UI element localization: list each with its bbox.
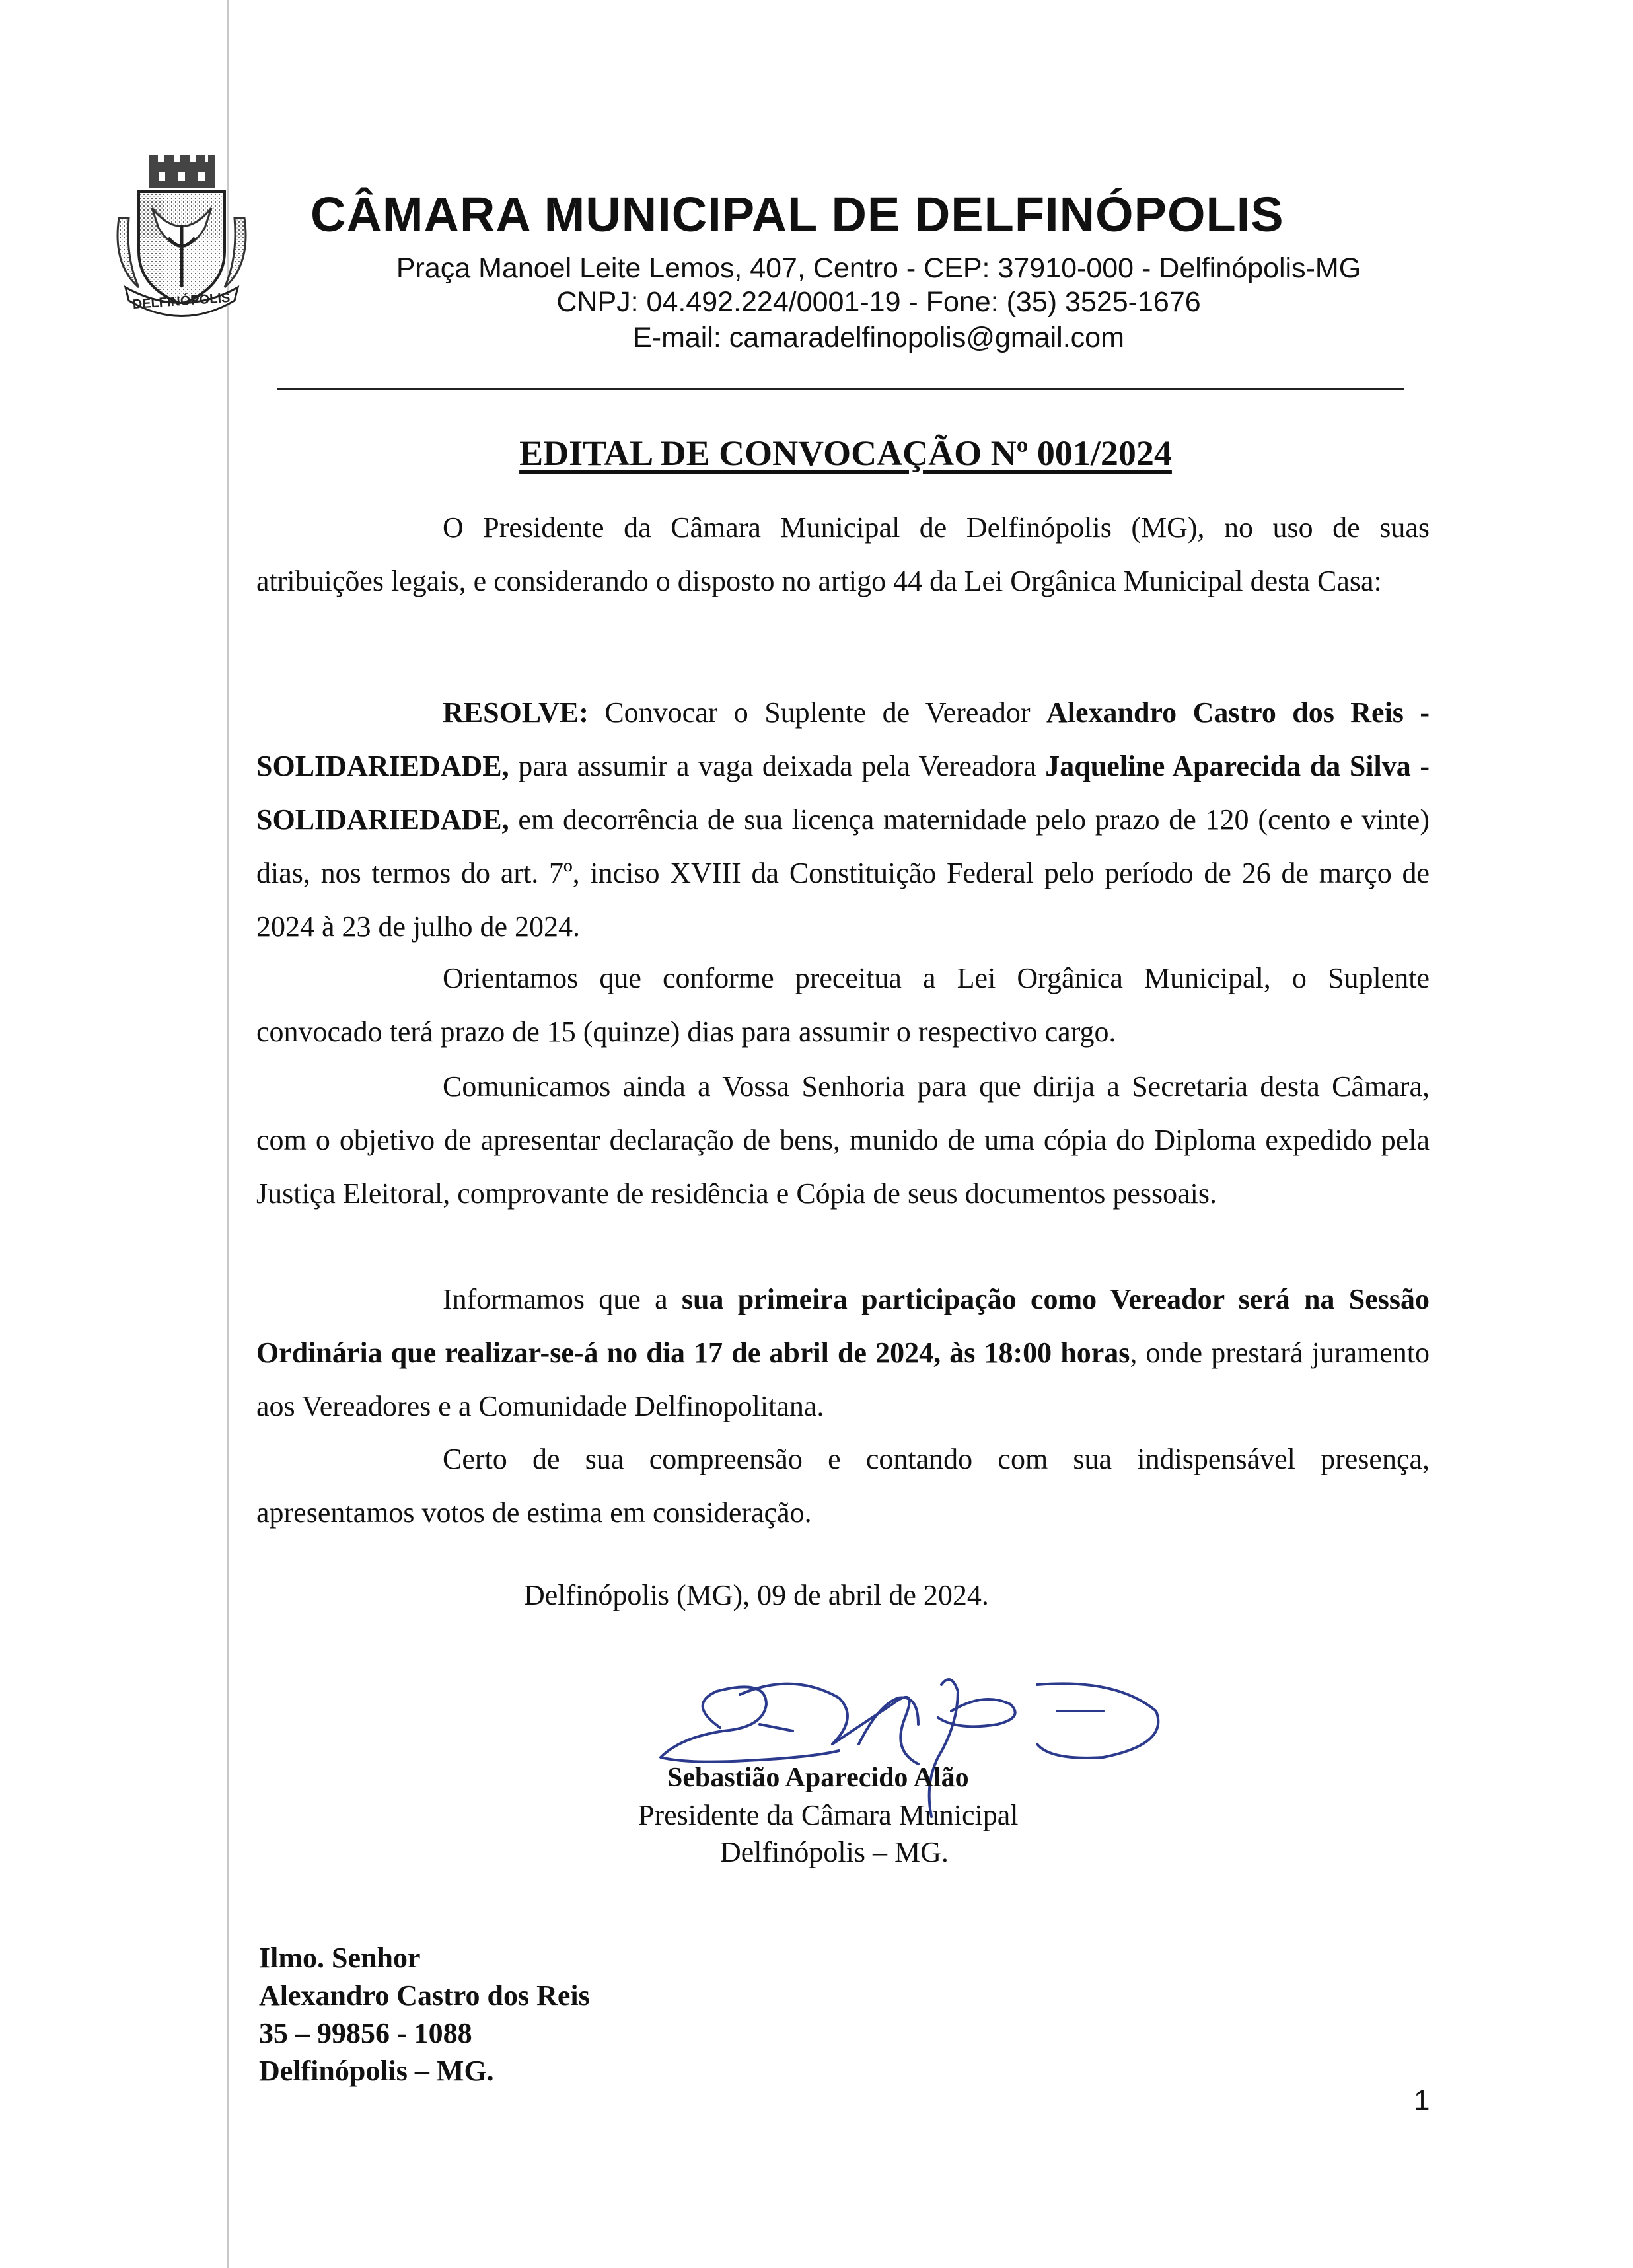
header-divider [277,388,1404,390]
resolve-text-1: Convocar o Suplente de Vereador [588,696,1046,729]
resolve-paragraph [256,686,1430,953]
closing-text: Certo de sua compreensão e contando com sua indispensável presença, apresentamos votos de estima em consideração. [256,1443,1430,1529]
orientation-text: Orientamos que conforme preceitua a Lei Orgânica Municipal, o Suplente convocado terá prazo de 15 (quinze) dias para assumir o respectivo cargo. [256,962,1430,1048]
signatory-city: Delfinópolis – MG. [720,1836,949,1868]
left-margin-rule [227,0,229,2268]
session-details: sua primeira participação como Vereador será na Sessão Ordinária que realizar-se-á no dia 17 de abril de 2024, às 18:00 horas [256,1283,1430,1369]
header-address: Praça Manoel Leite Lemos, 407, Centro - CEP: 37910-000 - Delfinópolis-MG [396,252,1361,284]
page-number: 1 [1414,2084,1430,2117]
header-cnpj-phone: CNPJ: 04.492.224/0001-19 - Fone: (35) 3525-1676 [556,286,1201,318]
signatory-name: Sebastião Aparecido Alão [667,1763,969,1793]
intro-paragraph [256,501,1430,608]
addressee-block [259,1939,590,2090]
resolve-text-3: em decorrência de sua licença maternidade pelo prazo de 120 (cento e vinte) dias, nos termos do art. 7º, inciso XVIII da Constituição Federal pelo período de 26 de março de 2024 à 23 de julho de 2024. [256,803,1430,943]
signatory-role: Presidente da Câmara Municipal [638,1799,1019,1831]
addressee-city: Delfinópolis – MG. [259,2055,494,2087]
suplente-name: Alexandro Castro dos Reis - SOLIDARIEDADE, [256,696,1430,782]
resolve-text-2: para assumir a vaga deixada pela Vereadora [509,750,1046,782]
communication-text: Comunicamos ainda a Vossa Senhoria para que dirija a Secretaria desta Câmara, com o objetivo de apresentar declaração de bens, munido de uma cópia do Diploma expedido pela Justiça Eleitoral, comprovante de residência e Cópia de seus documentos pessoais. [256,1070,1430,1210]
page-title: CÂMARA MUNICIPAL DE DELFINÓPOLIS [310,187,1284,242]
crest-banner-text: DELFINÓPOLIS [132,290,231,312]
document-title: EDITAL DE CONVOCAÇÃO Nº 001/2024 [519,433,1172,473]
addressee-phone: 35 – 99856 - 1088 [259,2017,472,2049]
vereadora-name: Jaqueline Aparecida da Silva - SOLIDARIEDADE, [256,750,1430,836]
closing-paragraph [256,1432,1430,1539]
communication-paragraph [256,1060,1430,1220]
inform-paragraph [256,1272,1430,1433]
addressee-salutation: Ilmo. Senhor [259,1942,421,1974]
header-email: E-mail: camaradelfinopolis@gmail.com [633,322,1124,353]
inform-text-2: , onde prestará juramento aos Vereadores e a Comunidade Delfinopolitana. [256,1336,1430,1422]
inform-text-1: Informamos que a [443,1283,682,1315]
date-line: Delfinópolis (MG), 09 de abril de 2024. [524,1579,989,1611]
municipal-crest-icon [99,145,264,324]
addressee-name: Alexandro Castro dos Reis [259,1979,590,2012]
resolve-label: RESOLVE: [443,696,589,729]
orientation-paragraph [256,951,1430,1058]
intro-text: O Presidente da Câmara Municipal de Delfinópolis (MG), no uso de suas atribuições legais, e considerando o disposto no artigo 44 da Lei Orgânica Municipal desta Casa: [256,511,1430,597]
